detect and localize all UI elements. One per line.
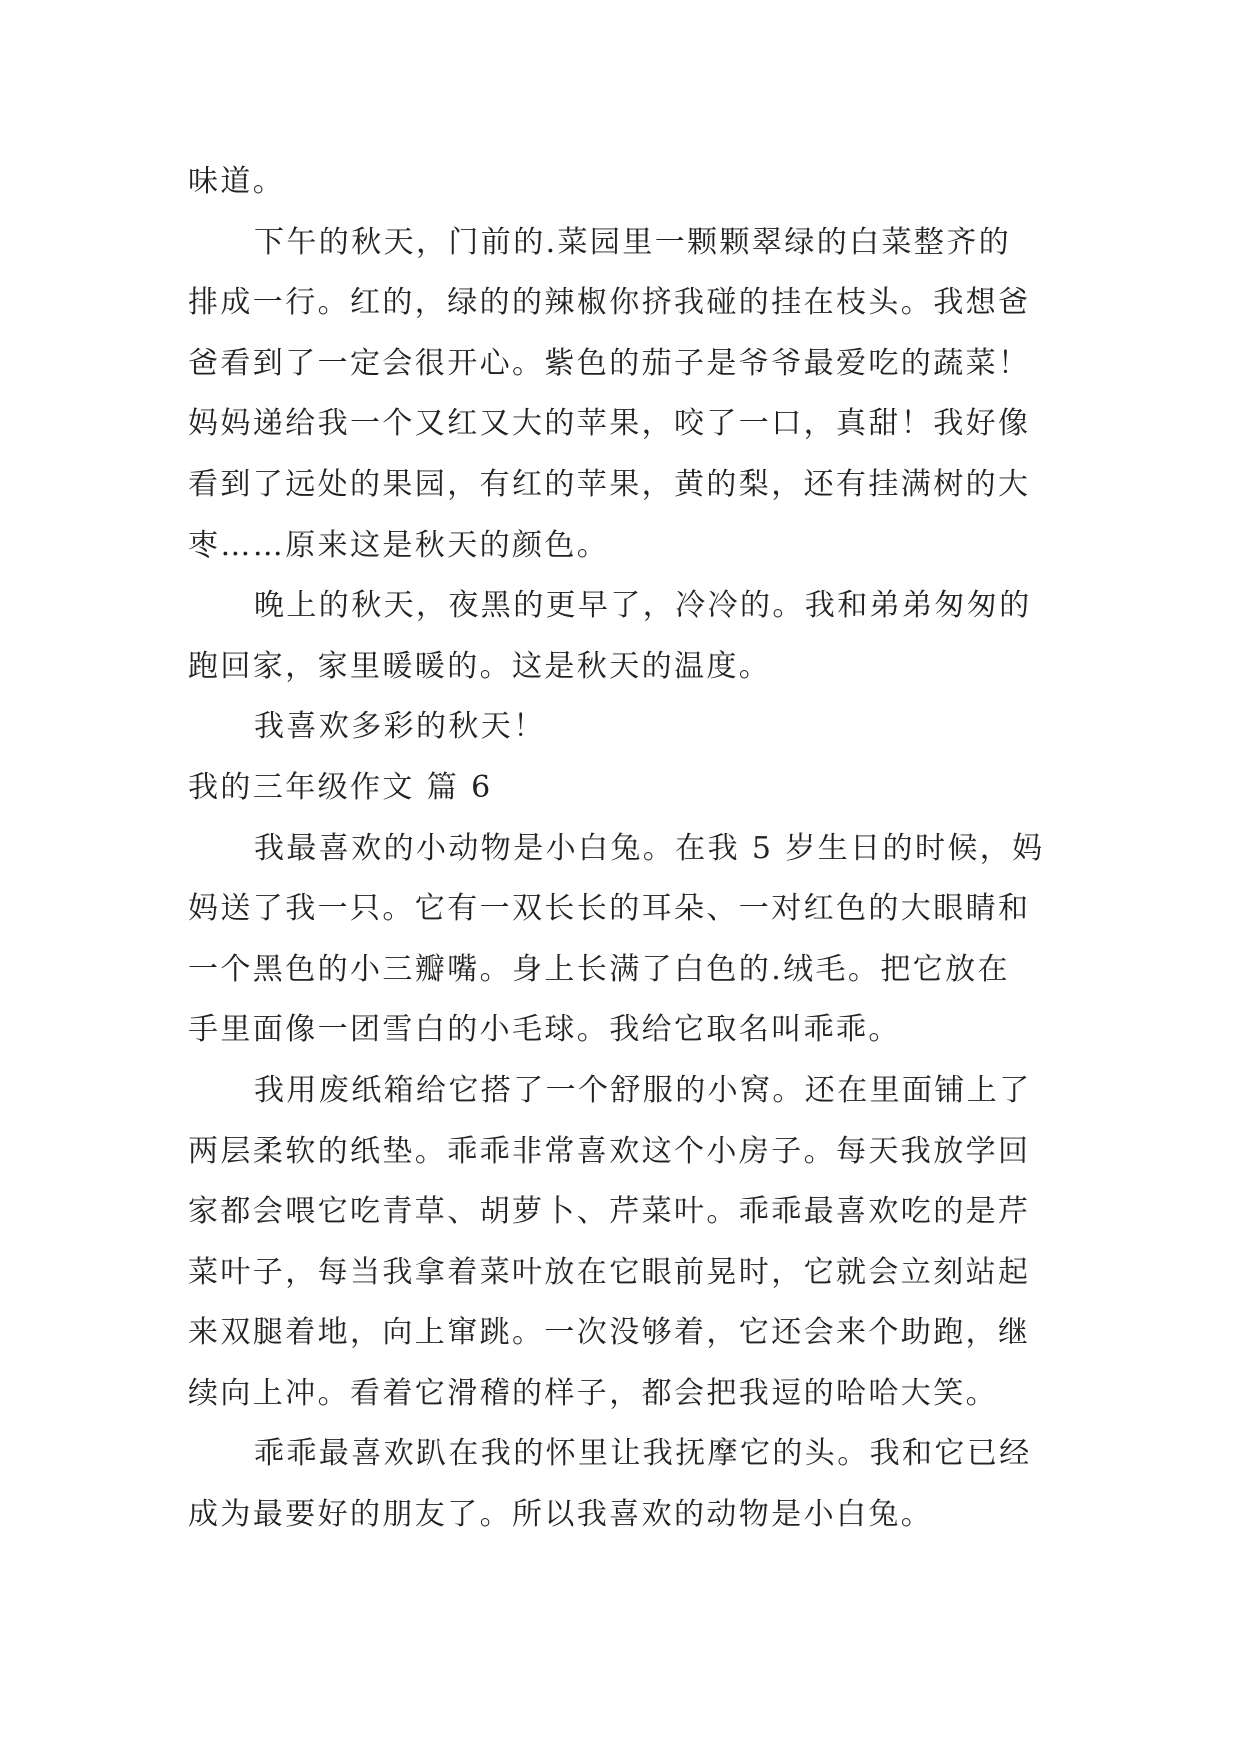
text-line: 下午的秋天，门前的.菜园里一颗颗翠绿的白菜整齐的: [254, 224, 1012, 260]
text-line: 看到了远处的果园，有红的苹果，黄的梨，还有挂满树的大: [188, 466, 1031, 502]
text-line: 两层柔软的纸垫。乖乖非常喜欢这个小房子。每天我放学回: [188, 1133, 1031, 1169]
text-line: 味道。: [188, 164, 286, 199]
text-line: 来双腿着地，向上窜跳。一次没够着，它还会来个助跑，继: [188, 1315, 1031, 1351]
text-line: 排成一行。红的，绿的的辣椒你挤我碰的挂在枝头。我想爸: [188, 285, 1031, 321]
text-line: 枣……原来这是秋天的颜色。: [188, 527, 610, 563]
text-line: 爸看到了一定会很开心。紫色的茄子是爷爷最爱吃的蔬菜！: [188, 345, 1031, 381]
text-line: 乖乖最喜欢趴在我的怀里让我抚摩它的头。我和它已经: [254, 1436, 1032, 1472]
text-line: 一个黑色的小三瓣嘴。身上长满了白色的.绒毛。把它放在: [188, 951, 1010, 987]
text-line: 妈妈递给我一个又红又大的苹果，咬了一口，真甜！我好像: [188, 406, 1031, 442]
document-body: [188, 152, 1068, 1546]
text-line: 跑回家，家里暖暖的。这是秋天的温度。: [188, 648, 772, 684]
text-line: 家都会喂它吃青草、胡萝卜、芹菜叶。乖乖最喜欢吃的是芹: [188, 1194, 1031, 1230]
text-line: 续向上冲。看着它滑稽的样子，都会把我逗的哈哈大笑。: [188, 1375, 998, 1411]
text-line: 我最喜欢的小动物是小白兔。在我 5 岁生日的时候，妈: [254, 830, 1045, 866]
text-line: 我喜欢多彩的秋天！: [254, 709, 546, 745]
text-line: 我用废纸箱给它搭了一个舒服的小窝。还在里面铺上了: [254, 1072, 1032, 1108]
text-line: 手里面像一团雪白的小毛球。我给它取名叫乖乖。: [188, 1012, 901, 1048]
text-line: 晚上的秋天，夜黑的更早了，冷冷的。我和弟弟匆匆的: [254, 588, 1032, 624]
text-line: 妈送了我一只。它有一双长长的耳朵、一对红色的大眼睛和: [188, 891, 1031, 927]
text-line: 成为最要好的朋友了。所以我喜欢的动物是小白兔。: [188, 1497, 934, 1533]
text-line: 菜叶子，每当我拿着菜叶放在它眼前晃时，它就会立刻站起: [188, 1254, 1031, 1290]
text-line: 我的三年级作文 篇 6: [188, 769, 493, 805]
